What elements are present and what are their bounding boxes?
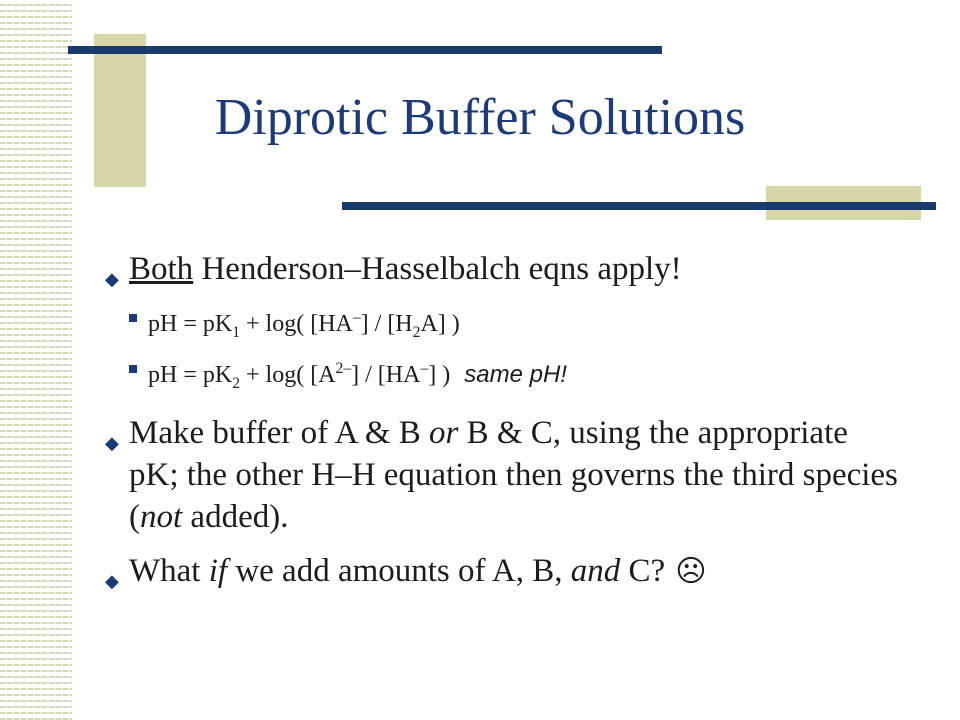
navy-top-rule xyxy=(68,46,662,54)
eq1-after-ha: ] / [H xyxy=(360,311,413,337)
emphasis-both: Both xyxy=(129,251,194,287)
square-bullet-icon xyxy=(129,365,137,373)
bullet-what-if xyxy=(105,550,905,593)
diamond-bullet-icon: ◆ xyxy=(105,570,119,591)
eq2-a-superscript: 2– xyxy=(335,359,352,377)
eq2-pk-subscript: 2 xyxy=(232,374,240,392)
square-bullet-icon xyxy=(129,314,137,322)
eq1-lhs: pH = pK xyxy=(148,311,233,337)
eq2-after-a: ] / [HA xyxy=(351,361,421,388)
bullet3-part2: we add amounts of A, B, xyxy=(227,552,571,589)
eq2-end: ] ) xyxy=(428,361,451,388)
equation-2 xyxy=(105,353,905,400)
diamond-bullet-icon: ◆ xyxy=(105,432,119,453)
bullet3-part3: C? xyxy=(620,552,666,589)
frown-icon: ☹ xyxy=(675,553,707,589)
bullet2-or: or xyxy=(429,414,459,451)
eq1-pk-subscript: 1 xyxy=(232,323,240,341)
bullet2-part1: Make buffer of A & B xyxy=(129,414,430,451)
bullet-make-buffer xyxy=(105,412,905,538)
bullet3-if: if xyxy=(208,552,228,589)
slide-title: Diprotic Buffer Solutions xyxy=(214,89,746,146)
navy-bottom-rule xyxy=(342,202,936,210)
bullet1-text: Henderson–Hasselbalch eqns apply! xyxy=(193,251,682,287)
equation-list xyxy=(105,302,905,400)
eq2-lhs: pH = pK xyxy=(148,361,233,388)
bullet2-not: not xyxy=(140,498,183,535)
bullet2-part3: added). xyxy=(182,498,289,535)
eq2-mid: + log( [A xyxy=(240,361,336,388)
eq2-ha-superscript: – xyxy=(420,359,429,377)
bullet3-and: and xyxy=(570,552,621,589)
bullet3-part1: What xyxy=(129,552,209,589)
diamond-bullet-icon: ◆ xyxy=(105,269,119,289)
same-ph-note: same pH! xyxy=(464,360,567,388)
eq1-h-subscript: 2 xyxy=(412,323,421,341)
bullet2-part2: B & C, using the appropriate pK; the other H–H equation then governs the third species ( xyxy=(129,414,898,535)
slide-content xyxy=(105,248,905,605)
bullet-both-equations xyxy=(105,248,905,290)
eq1-mid: + log( [HA xyxy=(240,311,353,337)
eq1-end: A] ) xyxy=(420,311,460,337)
equation-1 xyxy=(105,302,905,349)
eq1-ha-superscript: – xyxy=(352,309,361,326)
